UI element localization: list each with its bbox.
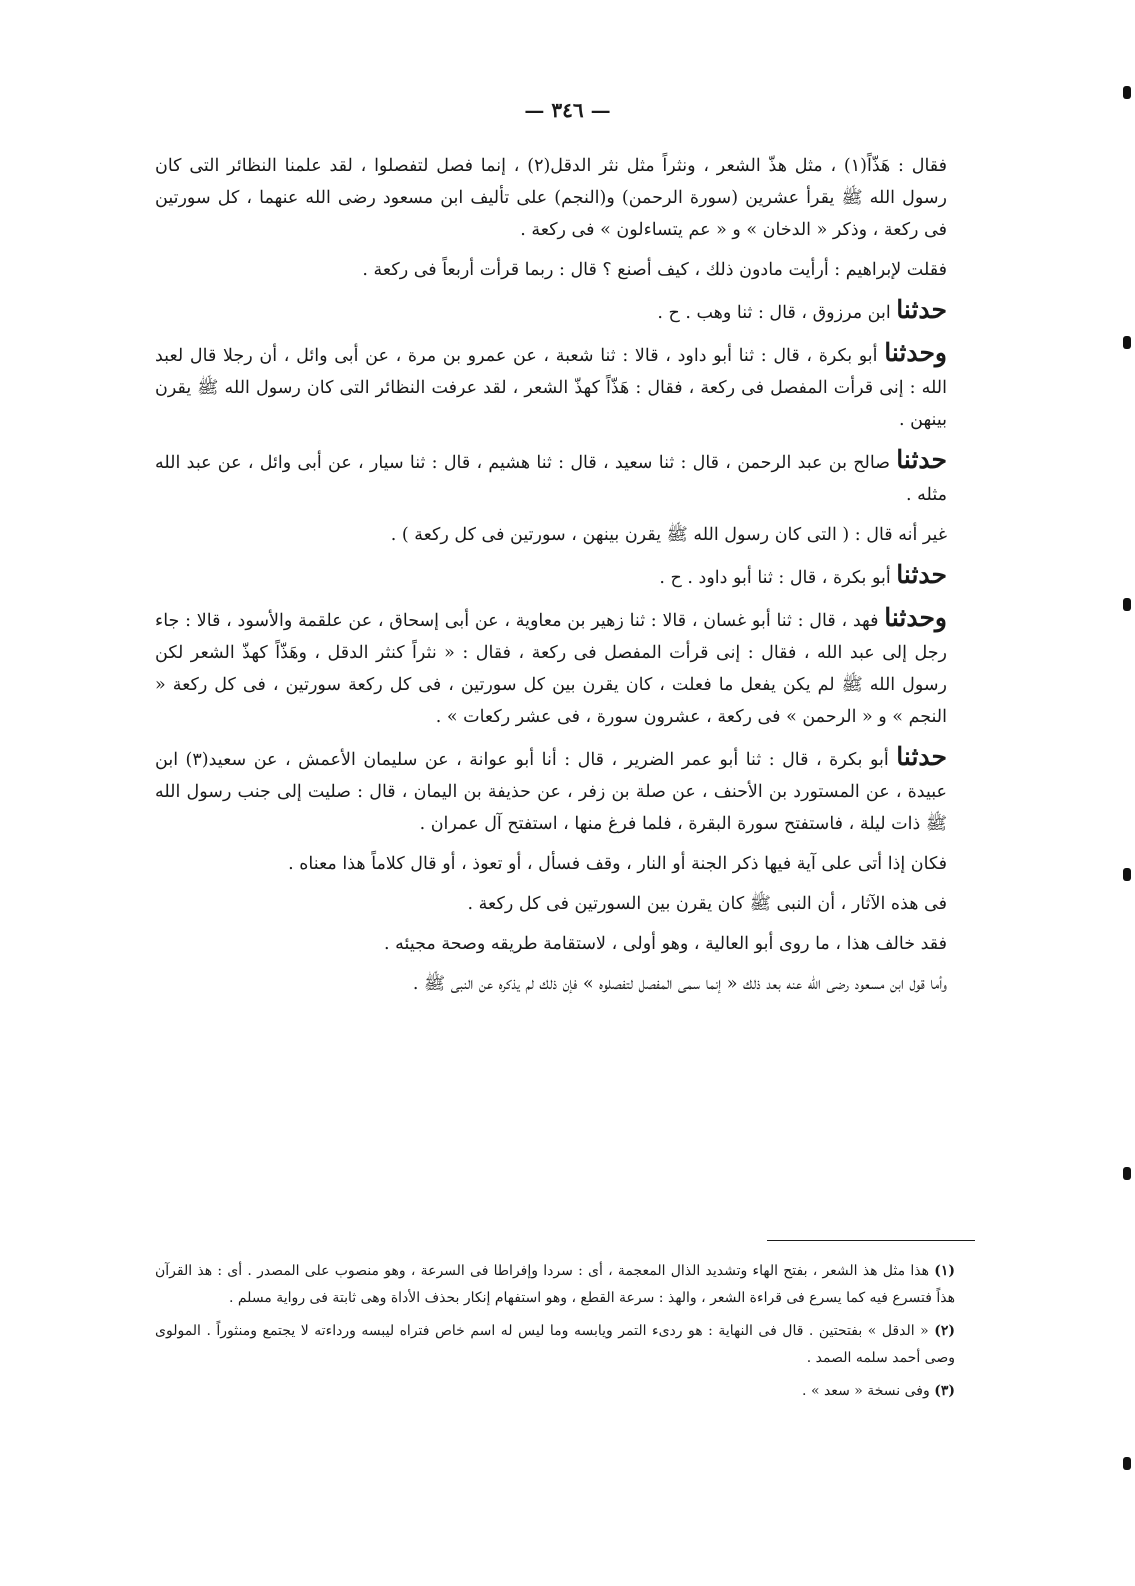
paragraph-text: فقال : هَذّاً(١) ، مثل هذّ الشعر ، ونثراً مثل نثر الدقل(٢) ، إنما فصل لتفصلوا ، لقد علمنا النظائر التى كان رسول الله ﷺ يقرأ عشرين (سورة الرحمن) و(النجم) على تأليف ابن مسعود رضى الله عنهما ، كل سورتين فى ركعة ، وذكر « الدخان » و « عم يتساءلون » فى ركعة .	[155, 156, 948, 240]
text-paragraph	[155, 848, 975, 880]
hadith-keyword: حدثنا	[896, 295, 947, 324]
footnote-number: (٣)	[934, 1383, 955, 1399]
paragraph-text: أبو بكرة ، قال : ثنا أبو عمر الضرير ، قال : أنا أبو عوانة ، عن سليمان الأعمش ، عن سعيد(٣) ابن عبيدة ، عن المستورد بن الأحنف ، عن صلة بن زفر ، عن حذيفة بن اليمان ، قال : صليت إلى جنب رسول الله ﷺ ذات ليلة ، فاستفتح سورة البقرة ، فلما فرغ منها ، استفتح آل عمران .	[155, 750, 947, 834]
hadith-paragraph	[155, 741, 975, 840]
footnotes	[155, 1258, 975, 1411]
edge-mark	[1123, 86, 1131, 99]
hadith-paragraph	[155, 602, 975, 733]
footnote	[155, 1258, 975, 1312]
hadith-keyword: حدثنا	[884, 603, 935, 632]
paragraph-text: فكان إذا أتى على آية فيها ذكر الجنة أو النار ، وقف فسأل ، أو تعوذ ، أو قال كلاماً هذا معناه .	[288, 854, 947, 874]
paragraph-text: غير أنه قال : ( التى كان رسول الله ﷺ يقرن بينهن ، سورتين فى كل ركعة ) .	[390, 525, 947, 545]
footnote-text: « الدقل » بفتحتين . قال فى النهاية : هو ردىء التمر ويابسه وما ليس له اسم خاص فتراه ليبسه ورداءته لا يجتمع ومنثوراً . المولوى وصى أحمد سلمه الصمد .	[155, 1323, 955, 1366]
footnote-divider	[767, 1240, 975, 1241]
footnote-number: (٢)	[934, 1323, 955, 1339]
footnote	[155, 1378, 975, 1405]
edge-mark	[1123, 868, 1131, 881]
edge-mark	[1123, 598, 1131, 611]
text-paragraph	[155, 254, 975, 286]
paragraph-text: صالح بن عبد الرحمن ، قال : ثنا سعيد ، قال : ثنا هشيم ، قال : ثنا سيار ، عن أبى وائل ، عن عبد الله مثله .	[155, 453, 947, 505]
hadith-keyword: حدثنا	[896, 560, 947, 589]
hadith-paragraph	[155, 337, 975, 436]
paragraph-text: أبو بكرة ، قال : ثنا أبو داود ، قالا : ثنا شعبة ، عن عمرو بن مرة ، عن أبى وائل ، أن رجلا قال لعبد الله : إنى قرأت المفصل فى ركعة ، فقال : هَذّاً كهذّ الشعر ، لقد عرفت النظائر التى كان رسول الله ﷺ يقرن بينهن .	[155, 346, 947, 430]
footnote-text: وفى نسخة « سعد » .	[802, 1383, 930, 1399]
hadith-keyword: حدثنا	[884, 338, 935, 367]
text-paragraph	[155, 150, 975, 246]
hadith-paragraph	[155, 559, 975, 594]
footnote-number: (١)	[934, 1263, 956, 1279]
paragraph-text: ابن مرزوق ، قال : ثنا وهب . ح .	[657, 303, 891, 323]
paragraph-text: فقلت لإبراهيم : أرأيت مادون ذلك ، كيف أصنع ؟ قال : ربما قرأت أربعاً فى ركعة .	[362, 260, 947, 280]
edge-mark	[1123, 1457, 1131, 1470]
text-paragraph	[155, 519, 975, 551]
hadith-paragraph	[155, 294, 975, 329]
footnote-text: هذا مثل هذ الشعر ، بفتح الهاء وتشديد الذال المعجمة ، أى : سردا وإفراطا فى السرعة ، وهو منصوب على المصدر . أى : هذ القرآن هذاً فتسرع فيه كما يسرع فى قراءة الشعر ، والهذ : سرعة القطع ، وهو استفهام إنكار بحذف الأداة وهى ثابتة فى رواية مسلم .	[155, 1263, 955, 1306]
hadith-keyword: حدثنا	[896, 742, 947, 771]
hadith-keyword: حدثنا	[896, 445, 947, 474]
hadith-lead-conjunction: و	[934, 603, 947, 632]
paragraph-text: فقد خالف هذا ، ما روى أبو العالية ، وهو أولى ، لاستقامة طريقه وصحة مجيئه .	[384, 934, 947, 954]
paragraph-text: وأما قول ابن مسعود رضى الله عنه بعد ذلك « إنما سمى المفصل لتفصلوه » فإن ذلك لم يذكره عن النبى ﷺ .	[412, 974, 947, 994]
footnote	[155, 1318, 975, 1372]
text-paragraph	[155, 928, 975, 960]
hadith-paragraph	[155, 444, 975, 511]
paragraph-text: أبو بكرة ، قال : ثنا أبو داود . ح .	[659, 568, 891, 588]
page-number: — ٣٤٦ —	[524, 98, 611, 122]
hadith-lead-conjunction: و	[934, 338, 947, 367]
paragraph-text: فهد ، قال : ثنا أبو غسان ، قالا : ثنا زهير بن معاوية ، عن أبى إسحاق ، عن علقمة والأسود ، قالا : جاء رجل إلى عبد الله ، فقال : إنى قرأت المفصل فى ركعة ، فقال : « نثراً كنثر الدقل ، وهَذّاً كهذّ الشعر لكن رسول الله ﷺ لم يكن يفعل ما فعلت ، كان يقرن بين كل سورتين ، فى كل ركعة سورتين ، فى كل ركعة « النجم » و « الرحمن » فى ركعة ، عشرون سورة ، فى عشر ركعات » .	[155, 611, 948, 727]
main-text	[155, 150, 975, 1008]
edge-mark	[1123, 1167, 1131, 1180]
paragraph-text: فى هذه الآثار ، أن النبى ﷺ كان يقرن بين السورتين فى كل ركعة .	[467, 894, 947, 914]
text-paragraph	[155, 888, 975, 920]
edge-mark	[1123, 336, 1131, 349]
text-paragraph	[155, 968, 975, 1000]
